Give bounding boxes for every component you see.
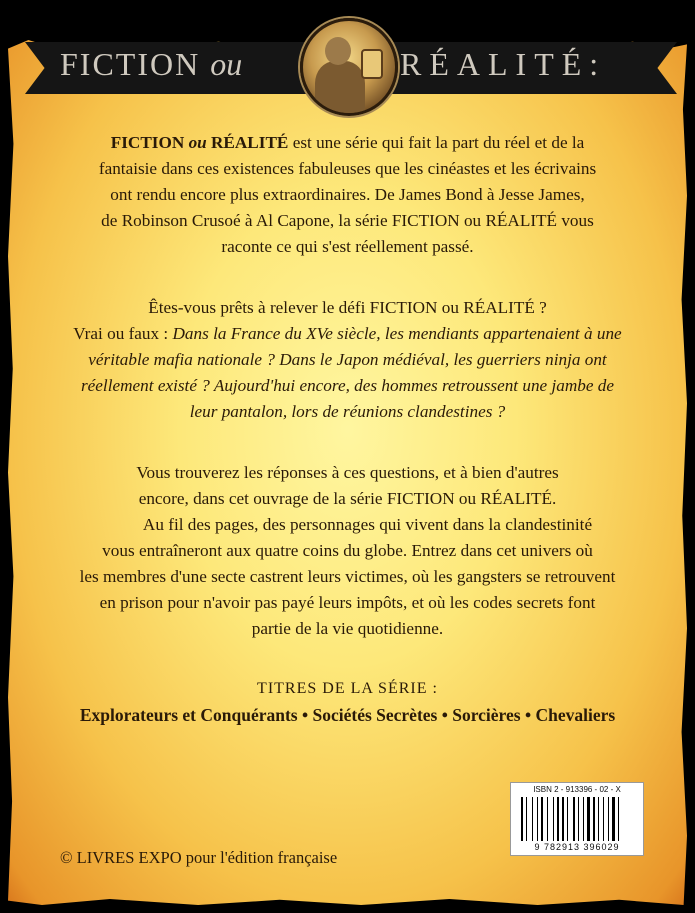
barcode-bar bbox=[549, 797, 552, 841]
answers-line: Au fil des pages, des personnages qui vivent dans la clandestinité bbox=[142, 515, 593, 534]
answers-line: Vous trouverez les réponses à ces questions, et à bien d'autres bbox=[136, 463, 559, 482]
title-fiction-ou bbox=[60, 46, 242, 83]
barcode-bar bbox=[569, 797, 572, 841]
answers-line: partie de la vie quotidienne. bbox=[251, 619, 444, 638]
answers-line: en prison pour n'avoir pas payé leurs impôts, et où les codes secrets font bbox=[99, 593, 596, 612]
challenge-line: Vrai ou faux : Dans la France du XVe siècle, les mendiants appartenaient à une bbox=[73, 324, 622, 343]
answers-line: encore, dans cet ouvrage de la série FICTION ou RÉALITÉ. bbox=[138, 489, 557, 508]
barcode-bar bbox=[526, 797, 527, 841]
challenge-line: Êtes-vous prêts à relever le défi FICTION ou RÉALITÉ ? bbox=[148, 298, 547, 317]
barcode-bar bbox=[567, 797, 568, 841]
barcode-bar bbox=[528, 797, 531, 841]
barcode-bar bbox=[547, 797, 548, 841]
answers-paragraph bbox=[0, 460, 695, 642]
barcode-bar bbox=[612, 797, 615, 841]
figure-body bbox=[315, 61, 365, 116]
barcode-bar bbox=[587, 797, 590, 841]
barcode-bar bbox=[608, 797, 609, 841]
barcode-bar bbox=[616, 797, 617, 841]
barcode-bars bbox=[521, 797, 633, 841]
barcode-bar bbox=[596, 797, 597, 841]
intro-line: FICTION ou RÉALITÉ est une série qui fait la part du réel et de la bbox=[110, 133, 585, 152]
barcode-bar bbox=[620, 797, 622, 841]
barcode-bar bbox=[553, 797, 554, 841]
isbn-number: ISBN 2 - 913396 - 02 - X bbox=[533, 785, 621, 794]
barcode-bar bbox=[539, 797, 540, 841]
barcode-bar bbox=[573, 797, 575, 841]
copyright-notice: © LIVRES EXPO pour l'édition française bbox=[60, 848, 338, 867]
barcode-bar bbox=[591, 797, 592, 841]
challenge-paragraph bbox=[0, 295, 695, 425]
barcode-bar bbox=[593, 797, 595, 841]
title-fiction: FICTION bbox=[60, 46, 201, 82]
portrait-medallion bbox=[300, 18, 398, 116]
barcode-bar bbox=[537, 797, 538, 841]
barcode-bar bbox=[578, 797, 579, 841]
barcode-bar bbox=[583, 797, 584, 841]
barcode-bar bbox=[585, 797, 586, 841]
intro-line: fantaisie dans ces existences fabuleuses que les cinéastes et les écrivains bbox=[98, 159, 597, 178]
barcode-bar bbox=[576, 797, 577, 841]
lamp-icon bbox=[361, 49, 383, 79]
barcode-bar bbox=[605, 797, 607, 841]
barcode-bar bbox=[580, 797, 582, 841]
barcode-bar bbox=[521, 797, 523, 841]
figure-head bbox=[325, 37, 351, 65]
barcode-bar bbox=[557, 797, 559, 841]
challenge-line: leur pantalon, lors de réunions clandestines ? bbox=[189, 402, 506, 421]
barcode-bar bbox=[598, 797, 599, 841]
title-realite: RÉALITÉ: bbox=[400, 46, 607, 82]
intro-line: raconte ce qui s'est réellement passé. bbox=[221, 237, 474, 256]
barcode-bar bbox=[560, 797, 561, 841]
barcode-bar bbox=[532, 797, 533, 841]
challenge-line: véritable mafia nationale ? Dans le Japon médiéval, les guerriers ninja ont bbox=[88, 350, 607, 369]
barcode-bar bbox=[534, 797, 536, 841]
intro-paragraph bbox=[0, 130, 695, 260]
challenge-line: réellement existé ? Aujourd'hui encore, des hommes retroussent une jambe de bbox=[80, 376, 615, 395]
title-ou: ou bbox=[210, 46, 243, 82]
barcode-bar bbox=[555, 797, 556, 841]
barcode-bar bbox=[610, 797, 611, 841]
barcode bbox=[510, 782, 644, 856]
series-label: TITRES DE LA SÉRIE : bbox=[257, 680, 438, 697]
barcode-bar bbox=[541, 797, 543, 841]
intro-line: ont rendu encore plus extraordinaires. De James Bond à Jesse James, bbox=[110, 185, 585, 204]
barcode-bar bbox=[565, 797, 566, 841]
barcode-bar bbox=[603, 797, 604, 841]
barcode-bar bbox=[524, 797, 525, 841]
answers-line: vous entraîneront aux quatre coins du globe. Entrez dans cet univers où bbox=[102, 541, 593, 560]
series-titles: Explorateurs et Conquérants • Sociétés Secrètes • Sorcières • Chevaliers bbox=[79, 705, 616, 725]
ean-number: 9 782913 396029 bbox=[534, 842, 620, 852]
answers-line: les membres d'une secte castrent leurs victimes, où les gangsters se retrouvent bbox=[79, 567, 616, 586]
barcode-bar bbox=[544, 797, 546, 841]
barcode-bar bbox=[618, 797, 619, 841]
intro-line: de Robinson Crusoé à Al Capone, la série FICTION ou RÉALITÉ vous bbox=[101, 211, 594, 230]
barcode-bar bbox=[600, 797, 602, 841]
barcode-bar bbox=[562, 797, 564, 841]
